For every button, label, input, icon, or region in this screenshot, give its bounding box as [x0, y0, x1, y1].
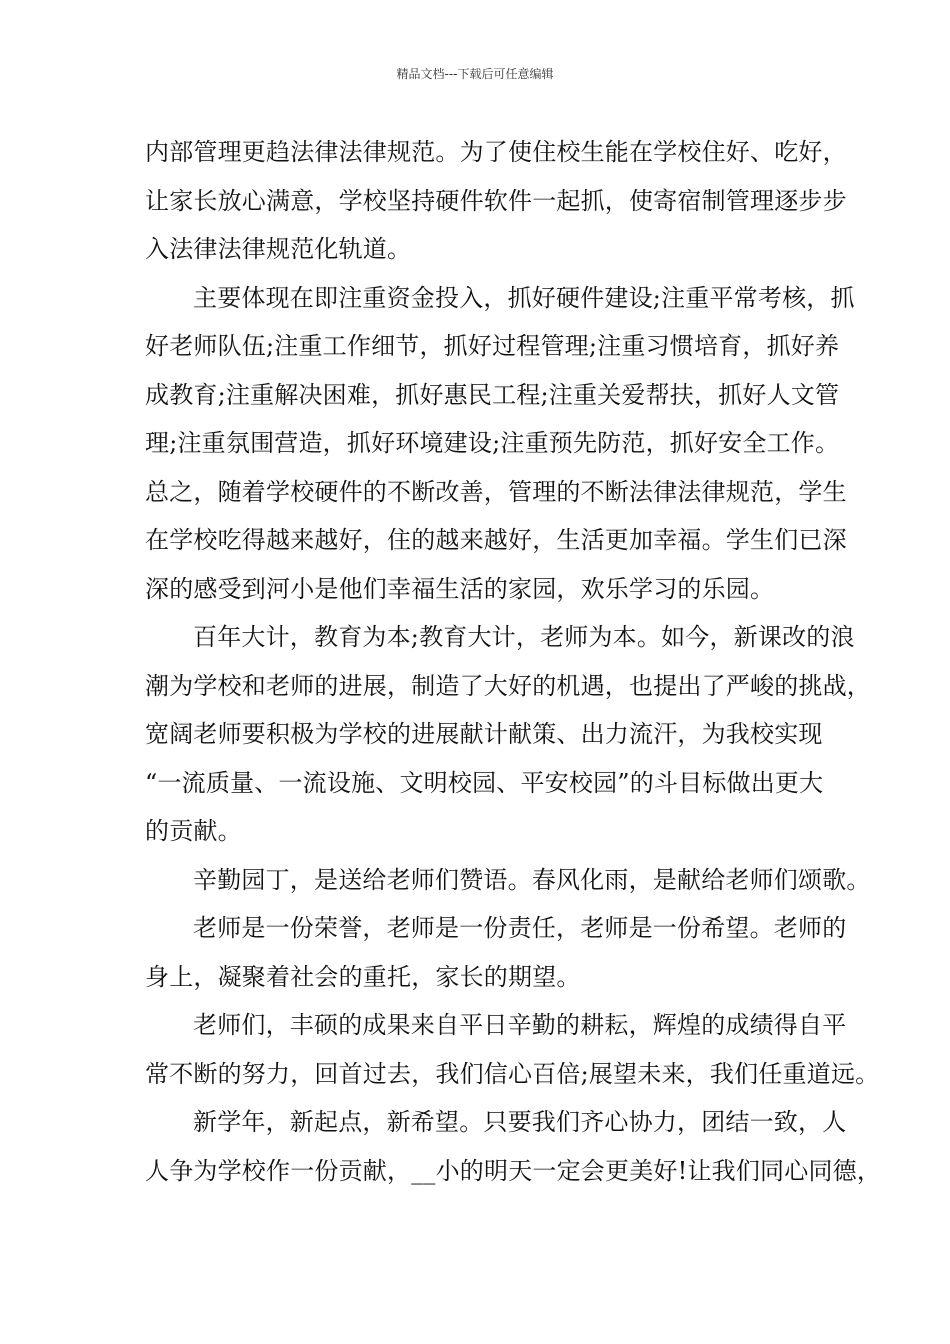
text-line: 内部管理更趋法律法律规范。为了使住校生能在学校住好、吃好， — [145, 138, 847, 166]
text-line: 辛勤园丁，是送给老师们赞语。春风化雨，是献给老师们颂歌。 — [193, 865, 871, 894]
text-line: 的贡献。 — [145, 817, 242, 845]
text-line: 潮为学校和老师的进展，制造了大好的机遇，也提出了严峻的挑战， — [145, 671, 871, 700]
text-line: 老师们，丰硕的成果来自平日辛勤的耕耘，辉煌的成绩得自平 — [193, 1011, 847, 1039]
text-line: “一流质量、一流设施、文明校园、平安校园”的斗目标做出更大 — [145, 768, 824, 797]
text-line: 宽阔老师要积极为学校的进展献计献策、出力流汗，为我校实现 — [145, 720, 823, 748]
text-line: 在学校吃得越来越好，住的越来越好，生活更加幸福。学生们已深 — [145, 526, 847, 554]
text-line: 深的感受到河小是他们幸福生活的家园，欢乐学习的乐园。 — [145, 574, 775, 603]
body-text — [145, 133, 882, 1200]
text-line: 成教育;注重解决困难，抓好惠民工程;注重关爱帮扶，抓好人文管 — [145, 380, 840, 409]
text-line: 入法律法律规范化轨道。 — [145, 235, 412, 263]
text-line: 好老师队伍;注重工作细节，抓好过程管理;注重习惯培育，抓好养 — [145, 332, 840, 360]
text-line: 主要体现在即注重资金投入，抓好硬件建设;注重平常考核，抓 — [193, 283, 855, 312]
text-line: 老师是一份荣誉，老师是一份责任，老师是一份希望。老师的 — [193, 914, 847, 942]
text-line: 总之，随着学校硬件的不断改善，管理的不断法律法律规范，学生 — [145, 477, 847, 506]
text-line: 身上，凝聚着社会的重托，家长的期望。 — [145, 962, 581, 991]
text-line: 百年大计，教育为本;教育大计，老师为本。如今，新课改的浪 — [193, 623, 855, 651]
text-line: 人争为学校作一份贡献，__小的明天一定会更美好!让我们同心同德， — [145, 1156, 882, 1185]
text-line: 让家长放心满意，学校坚持硬件软件一起抓，使寄宿制管理逐步步 — [145, 186, 847, 215]
page-header: 精品文档---下载后可任意编辑 — [396, 67, 554, 81]
text-line: 理;注重氛围营造，抓好环境建设;注重预先防范，抓好安全工作。 — [145, 429, 840, 457]
text-line: 新学年，新起点，新希望。只要我们齐心协力，团结一致，人 — [193, 1108, 847, 1136]
text-line: 常不断的努力，回首过去，我们信心百倍;展望未来，我们任重道远。 — [145, 1059, 880, 1088]
